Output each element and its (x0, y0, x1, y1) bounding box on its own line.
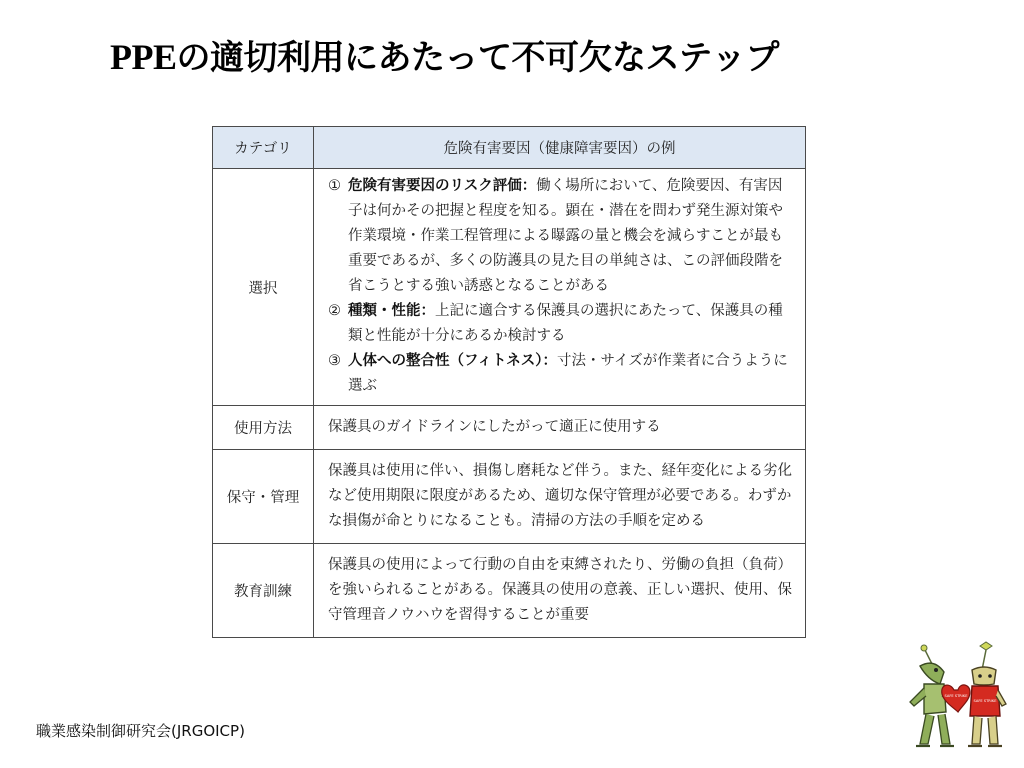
table-row-maintenance (213, 450, 806, 544)
step-text: 上記に適合する保護具の選択にあたって、保護具の種類と性能が十分にあるか検討する (348, 303, 783, 344)
training-text: 保護具の使用によって行動の自由を束縛されたり、労働の負担（負荷）を強いられることがある。保護具の使用の意義、正しい選択、使用、保守管理音ノウハウを習得することが重要 (314, 544, 806, 638)
step-heading: 危険有害要因のリスク評価： (348, 178, 537, 194)
category-selection: 選択 (213, 169, 314, 406)
selection-step-1 (328, 174, 793, 299)
selection-step-2 (328, 299, 793, 349)
category-maintenance: 保守・管理 (213, 450, 314, 544)
page-title (110, 34, 779, 81)
page-title-text: の適切利用にあたって不可欠なステップ (176, 38, 779, 78)
footer-organization: 職業感染制御研究会(JRGOICP) (36, 722, 245, 740)
step-heading: 種類・性能： (348, 303, 435, 319)
category-training: 教育訓練 (213, 544, 314, 638)
table-row-selection (213, 169, 806, 406)
step-number: ① (328, 178, 341, 194)
step-heading: 人体への整合性（フィトネス）： (348, 353, 557, 369)
mascot-illustration (900, 640, 1010, 750)
step-text: 寸法・サイズが作業者に合うように選ぶ (348, 353, 788, 394)
table-row-training (213, 544, 806, 638)
chest-tag-text: SAFE STRIKE (973, 699, 997, 703)
selection-step-3 (328, 349, 793, 399)
usage-text: 保護具のガイドラインにしたがって適正に使用する (314, 406, 806, 450)
category-usage: 使用方法 (213, 406, 314, 450)
step-text: 働く場所において、危険要因、有害因子は何かその把握と程度を知る。顕在・潜在を問わず発生源対策や作業環境・作業工程管理による曝露の量と機会を減らすことが最も重要であるが、多くの防護具の見た目の単純さは、この評価段階を省こうとする強い誘惑となることがある (348, 178, 783, 294)
page-title-prefix: PPE (110, 37, 177, 77)
maintenance-text: 保護具は使用に伴い、損傷し磨耗など伴う。また、経年変化による劣化など使用期限に限度があるため、適切な保守管理が必要である。わずかな損傷が命とりになることも。清掃の方法の手順を定める (314, 450, 806, 544)
table-header-row (213, 127, 806, 169)
selection-steps (314, 169, 806, 406)
step-number: ③ (328, 353, 341, 369)
header-examples: 危険有害要因（健康障害要因）の例 (314, 127, 806, 169)
step-number: ② (328, 303, 341, 319)
ppe-steps-table (212, 126, 806, 638)
heart-tag-text: SAFE STRIKE (944, 694, 968, 698)
right-mascot (968, 642, 1006, 746)
header-category: カテゴリ (213, 127, 314, 169)
table-row-usage (213, 406, 806, 450)
